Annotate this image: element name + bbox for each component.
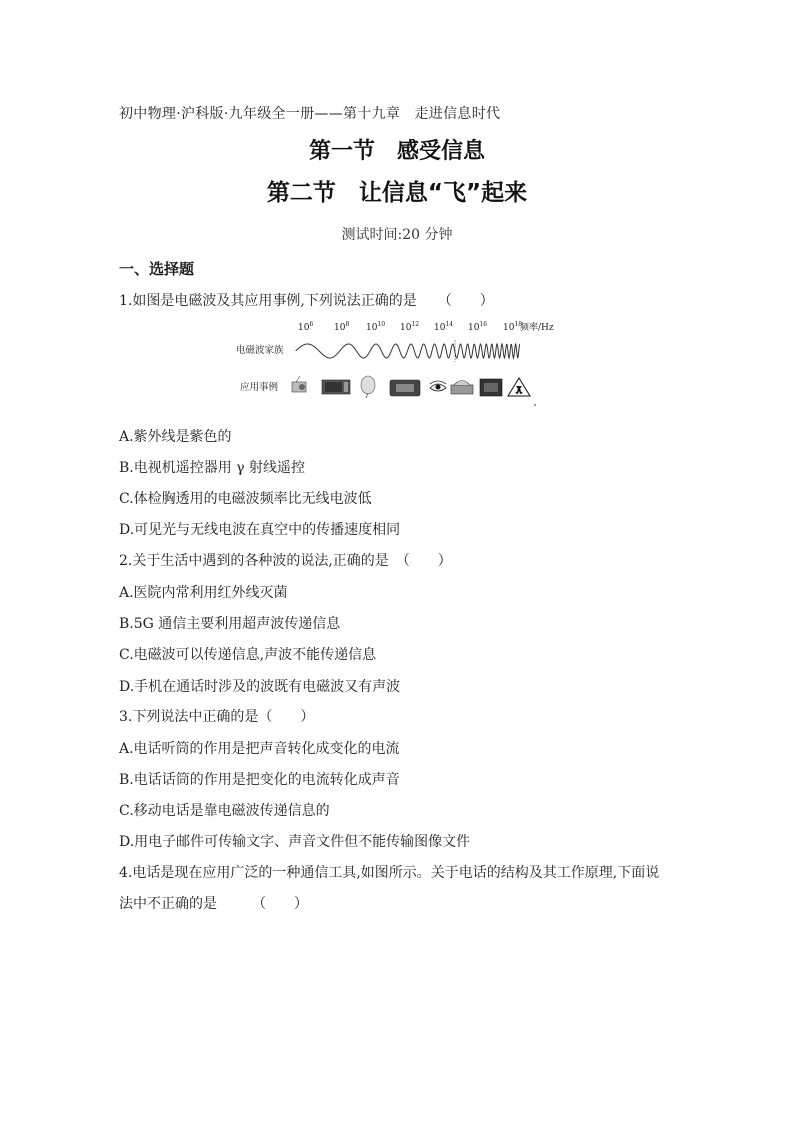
tick-label: $10^{10}$ <box>366 321 386 333</box>
radiation-icon <box>508 378 530 396</box>
satellite-dish-icon <box>361 376 375 398</box>
section-title-1: 第一节 感受信息 <box>308 139 485 164</box>
radio-icon <box>292 376 306 392</box>
examples-label: 应用事例 <box>240 382 279 393</box>
em-spectrum-figure <box>230 318 554 410</box>
tick-label: $10^8$ <box>334 321 350 333</box>
question-2-stem: 2.关于生活中遇到的各种波的说法,正确的是 （ ） <box>119 553 452 569</box>
test-time: 测试时间:20 分钟 <box>341 227 453 243</box>
question-3-option-d: D.用电子邮件可传输文字、声音文件但不能传输图像文件 <box>119 834 471 850</box>
question-2-option-c: C.电磁波可以传递信息,声波不能传递信息 <box>119 647 377 663</box>
axis-label: 频率/Hz <box>520 323 554 333</box>
question-4-stem-line-1: 4.电话是现在应用广泛的一种通信工具,如图所示。关于电话的结构及其工作原理,下面说 <box>119 865 660 881</box>
tick-label: $10^{16}$ <box>468 321 488 333</box>
question-1-option-d: D.可见光与无线电波在真空中的传播速度相同 <box>119 522 401 538</box>
tick-label: $10^{18}$ <box>503 321 523 333</box>
tick-label: $10^6$ <box>298 321 314 333</box>
x-ray-film-icon <box>480 379 502 396</box>
em-wave-curve <box>296 344 520 358</box>
question-2-option-d: D.手机在通话时涉及的波既有电磁波又有声波 <box>119 679 401 695</box>
section-heading: 一、选择题 <box>119 260 195 278</box>
question-3-option-a: A.电话听筒的作用是把声音转化成变化的电流 <box>119 741 400 757</box>
tick-label: $10^{14}$ <box>434 321 454 333</box>
question-3-stem: 3.下列说法中正确的是（ ） <box>119 709 315 725</box>
question-2-option-b: B.5G 通信主要利用超声波传递信息 <box>119 616 341 632</box>
family-label: 电磁波家族 <box>236 345 284 356</box>
frequency-ticks <box>298 321 554 333</box>
question-1-option-b: B.电视机遥控器用 γ 射线遥控 <box>119 460 306 476</box>
section-title-2: 第二节 让信息“飞”起来 <box>266 180 528 206</box>
question-3-option-b: B.电话话筒的作用是把变化的电流转化成声音 <box>119 772 400 788</box>
eye-icon <box>430 381 446 391</box>
remote-control-icon <box>390 380 420 396</box>
question-4-stem-line-2: 法中不正确的是 （ ） <box>119 896 308 912</box>
microwave-oven-icon <box>322 380 350 394</box>
question-3-option-c: C.移动电话是靠电磁波传递信息的 <box>119 803 330 819</box>
document-header: 初中物理·沪科版·九年级全一册——第十九章 走进信息时代 <box>119 106 501 122</box>
question-1-option-c: C.体检胸透用的电磁波频率比无线电波低 <box>119 491 372 507</box>
question-1-option-a: A.紫外线是紫色的 <box>119 429 232 445</box>
tick-label: $10^{12}$ <box>400 321 420 333</box>
question-2-option-a: A.医院内常利用红外线灭菌 <box>119 585 288 601</box>
question-1-stem: 1.如图是电磁波及其应用事例,下列说法正确的是 （ ） <box>119 293 494 309</box>
sterilizer-icon <box>451 381 473 395</box>
